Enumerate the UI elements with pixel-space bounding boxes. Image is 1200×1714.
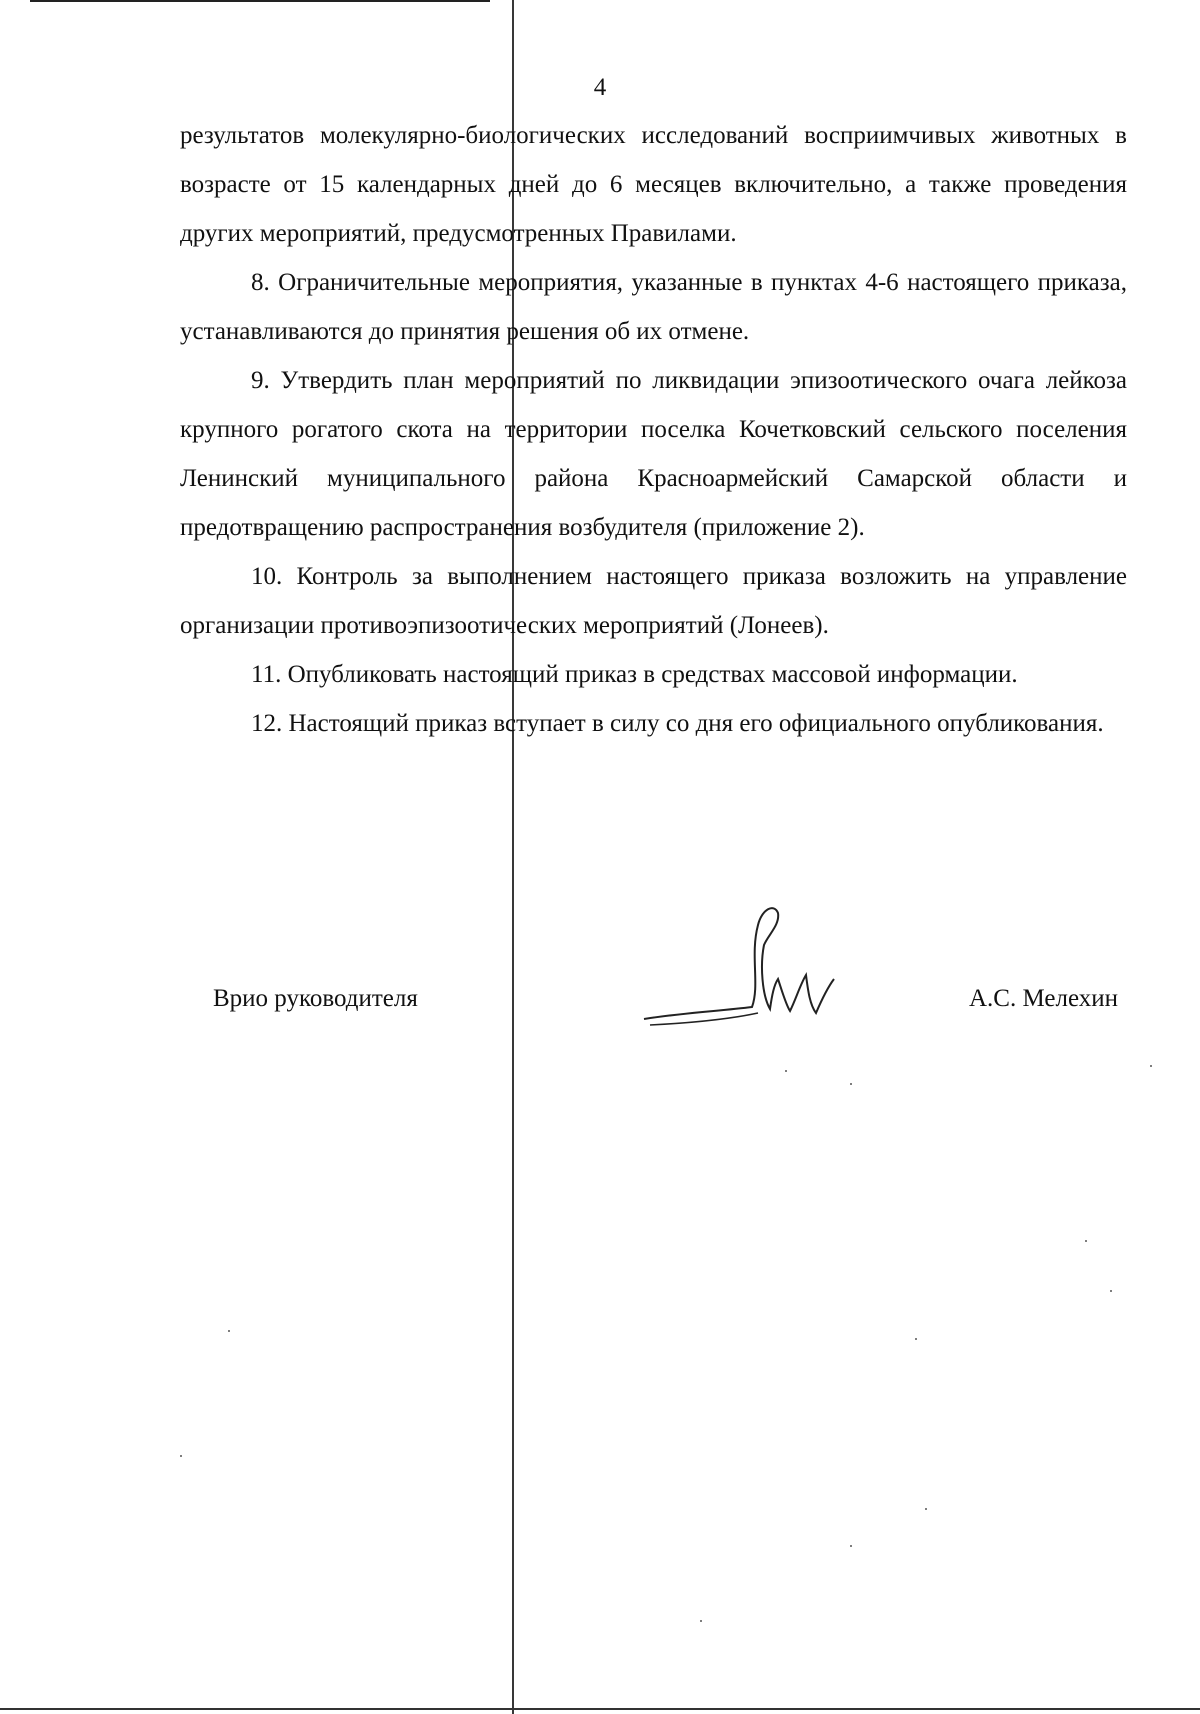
signatory-position: Врио руководителя [213,985,418,1012]
paragraph-9: 9. Утвердить план мероприятий по ликвидации эпизоотического очага лейкоза крупного рогатого скота на территории поселка Кочетковский сельского поселения Ленинский муниципального района Красноармейский Самарской области и предотвращению распространения возбудителя (приложение 2). [180,367,1127,541]
scan-speck [1110,1290,1112,1292]
page-number: 4 [593,74,607,101]
signatory-name: А.С. Мелехин [969,985,1118,1012]
paragraph-8: 8. Ограничительные мероприятия, указанные в пунктах 4-6 настоящего приказа, устанавливаются до принятия решения об их отмене. [180,269,1127,345]
scan-speck [785,1070,787,1072]
scan-speck [850,1545,852,1547]
scan-artifact-bottom [0,1708,1200,1710]
scan-artifact-top [30,0,490,2]
scan-speck [925,1508,927,1510]
paragraph-10: 10. Контроль за выполнением настоящего приказа возложить на управление организации противоэпизоотических мероприятий (Лонеев). [180,563,1127,639]
scan-speck [850,1083,852,1085]
scan-speck [700,1620,702,1622]
scan-speck [915,1338,917,1340]
scan-speck [1150,1065,1152,1067]
paragraph-11: 11. Опубликовать настоящий приказ в средствах массовой информации. [251,661,1018,688]
paragraph-12: 12. Настоящий приказ вступает в силу со дня его официального опубликования. [251,710,1104,737]
body-text [180,111,1127,748]
scan-speck [1085,1240,1087,1242]
signature-row [0,985,1200,1025]
scan-speck [228,1330,230,1332]
paragraph-continuation: результатов молекулярно-биологических исследований восприимчивых животных в возрасте от 15 календарных дней до 6 месяцев включительно, а также проведения других мероприятий, предусмотренных Правилами. [180,122,1127,247]
scan-speck [180,1455,182,1457]
